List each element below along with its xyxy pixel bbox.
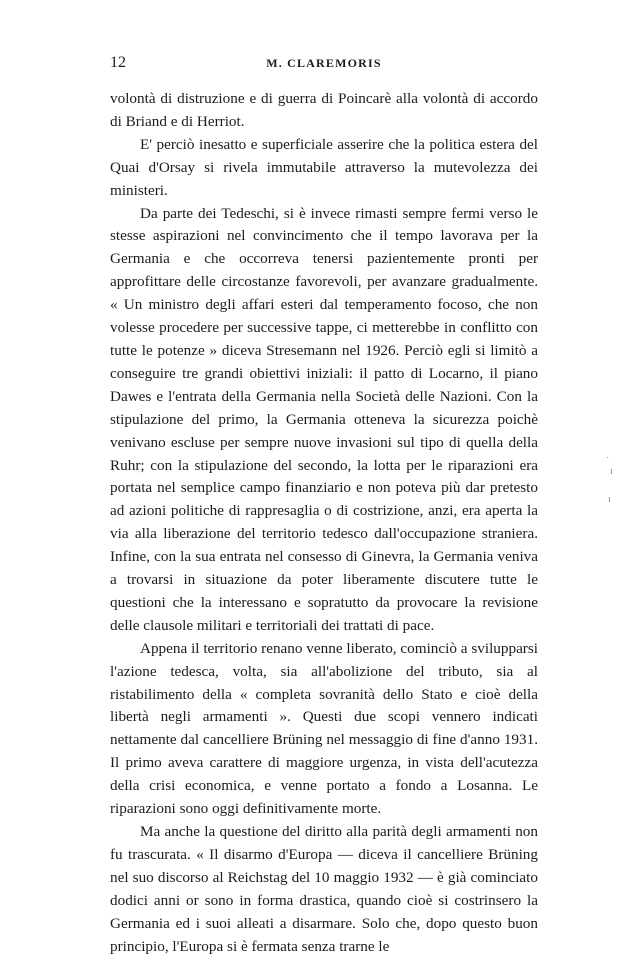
body-text bbox=[110, 88, 538, 958]
scan-speck: ı bbox=[610, 466, 613, 477]
paragraph: Appena il territorio renano venne liberato, cominciò a svilupparsi l'azione tedesca, volta, sia all'abolizione del tributo, sia al ristabilimento della « completa sovranità dello Stato e cioè della libertà negli armamenti ». Questi due scopi vennero indicati nettamente dal cancelliere Brüning nel messaggio di fine d'anno 1931. Il primo aveva carattere di maggiore urgenza, in vista dell'acutezza della crisi economica, e venne portato a fondo a Losanna. Le riparazioni sono oggi definitivamente morte. bbox=[110, 639, 538, 818]
page-header bbox=[110, 54, 538, 76]
page-number: 12 bbox=[110, 54, 126, 71]
paragraph: Ma anche la questione del diritto alla parità degli armamenti non fu trascurata. « Il disarmo d'Europa — diceva il cancelliere Brüning nel suo discorso al Reichstag del 10 maggio 1932 — è già cominciato dodici anni or sono in forma drastica, quando cioè si costrinsero la Germania ed i suoi alleati a disarmare. Solo che, dopo questo buon principio, l'Europa si è fermata senza trarne le bbox=[110, 823, 538, 955]
scan-speck: ˙ bbox=[606, 456, 610, 467]
scan-speck: ı bbox=[608, 494, 611, 505]
paragraph: Da parte dei Tedeschi, si è invece rimasti sempre fermi verso le stesse aspirazioni nel convincimento che il tempo lavorava per la Germania e che occorreva tenersi pazientemente pronti per approfittare delle circostanze favorevoli, per avanzare gradualmente. « Un ministro degli affari esteri dal temperamento focoso, che non volesse procedere per successive tappe, ci metterebbe in conflitto con tutte le potenze » diceva Stresemann nel 1926. Perciò egli si limitò a conseguire tre grandi obiettivi iniziali: il patto di Locarno, il piano Dawes e l'entrata della Germania nella Società delle Nazioni. Con la stipulazione del primo, la Germania otteneva la sicurezza poichè venivano escluse per sempre nuove invasioni sul tipo di quella della Ruhr; con la stipulazione del secondo, la lotta per le riparazioni era portata nel semplice campo finanziario e non poteva più dar pretesto ad azioni politiche di rappresaglia o di costrizione, anzi, era aperta la via alla liberazione del territorio tedesco dall'occupazione straniera. Infine, con la sua entrata nel consesso di Ginevra, la Germania veniva a trovarsi in situazione da poter liberamente discutere tutte le questioni che la interessano e sopratutto da provocare la revisione delle clausole militari e territoriali dei trattati di pace. bbox=[110, 204, 538, 634]
paragraph: E' perciò inesatto e superficiale asserire che la politica estera del Quai d'Orsay si rivela immutabile attraverso la mutevolezza dei ministeri. bbox=[110, 135, 538, 199]
running-head: M. CLAREMORIS bbox=[266, 56, 382, 70]
paragraph-continuation: volontà di distruzione e di guerra di Poincarè alla volontà di accordo di Briand e di Herriot. bbox=[110, 90, 538, 130]
